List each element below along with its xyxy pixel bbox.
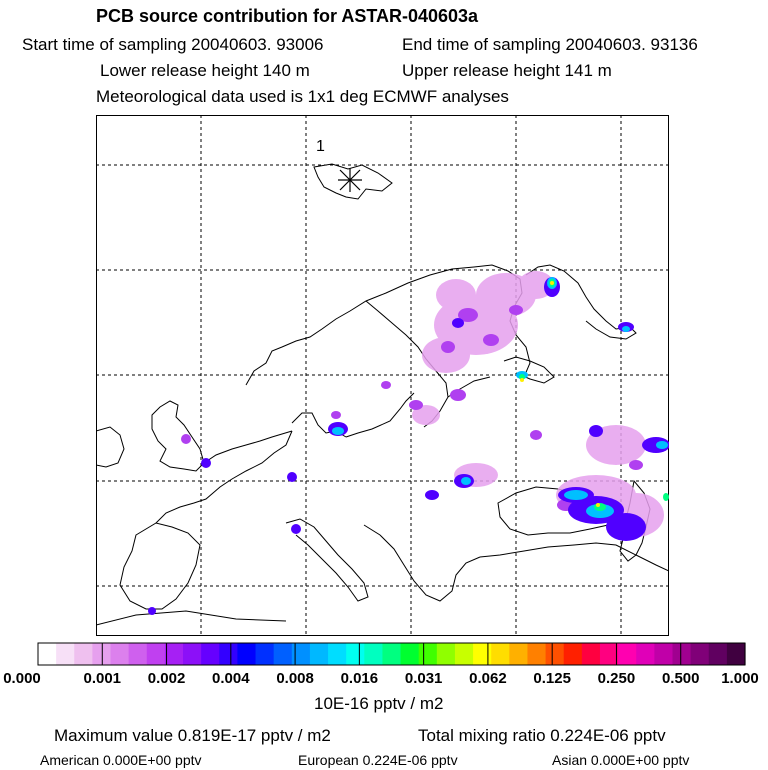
plot-title: PCB source contribution for ASTAR-040603a bbox=[96, 6, 479, 26]
colorbar-swatch bbox=[600, 643, 619, 665]
colorbar-swatch bbox=[310, 643, 329, 665]
release-site-number: 1 bbox=[316, 138, 325, 155]
asian-contribution-label: Asian 0.000E+00 pptv bbox=[552, 752, 690, 768]
colorbar-swatch bbox=[672, 643, 691, 665]
colorbar-swatch bbox=[491, 643, 510, 665]
colorbar-tick-label: 0.500 bbox=[661, 670, 700, 687]
colorbar-swatch bbox=[147, 643, 166, 665]
colorbar-swatch bbox=[219, 643, 238, 665]
colorbar-tick-label: 0.250 bbox=[597, 670, 636, 687]
colorbar-swatch bbox=[437, 643, 456, 665]
colorbar-tick-label: 0.001 bbox=[83, 670, 122, 687]
colorbar-tick-label: 1.000 bbox=[721, 670, 759, 687]
colorbar-swatch bbox=[582, 643, 601, 665]
colorbar-swatch bbox=[92, 643, 111, 665]
colorbar-swatch bbox=[364, 643, 383, 665]
colorbar-swatch bbox=[691, 643, 710, 665]
colorbar-swatch bbox=[401, 643, 420, 665]
map-panel bbox=[96, 115, 669, 636]
colorbar-swatch bbox=[256, 643, 275, 665]
colorbar-swatch bbox=[74, 643, 93, 665]
colorbar-swatch bbox=[636, 643, 655, 665]
start-time-label: Start time of sampling 20040603. 93006 bbox=[22, 35, 324, 54]
colorbar-tick-label: 0.000 bbox=[3, 670, 41, 687]
colorbar-swatch bbox=[165, 643, 184, 665]
colorbar-tick-label: 0.008 bbox=[276, 670, 314, 687]
colorbar-swatch bbox=[727, 643, 746, 665]
total-mixing-ratio-label: Total mixing ratio 0.224E-06 pptv bbox=[418, 726, 666, 745]
american-contribution-label: American 0.000E+00 pptv bbox=[40, 752, 202, 768]
colorbar-swatch bbox=[111, 643, 130, 665]
colorbar-swatch bbox=[183, 643, 202, 665]
colorbar-swatch bbox=[38, 643, 57, 665]
colorbar-swatch bbox=[618, 643, 637, 665]
colorbar-swatch bbox=[455, 643, 474, 665]
colorbar-tick-label: 0.002 bbox=[147, 670, 186, 687]
colorbar-tick-label: 0.062 bbox=[469, 670, 507, 687]
colorbar-tick-label: 0.016 bbox=[340, 670, 379, 687]
max-value-label: Maximum value 0.819E-17 pptv / m2 bbox=[54, 726, 331, 745]
colorbar-swatch bbox=[564, 643, 583, 665]
asterisk-star-icon bbox=[338, 168, 362, 192]
colorbar-swatch bbox=[274, 643, 293, 665]
colorbar bbox=[0, 640, 768, 690]
colorbar-swatch bbox=[473, 643, 492, 665]
end-time-label: End time of sampling 20040603. 93136 bbox=[402, 35, 698, 54]
colorbar-tick-label: 0.125 bbox=[533, 670, 571, 687]
colorbar-swatch bbox=[546, 643, 565, 665]
colorbar-swatch bbox=[346, 643, 365, 665]
colorbar-swatch bbox=[129, 643, 148, 665]
colorbar-swatch bbox=[201, 643, 220, 665]
met-data-label: Meteorological data used is 1x1 deg ECMWF analyses bbox=[96, 87, 509, 106]
colorbar-units-label: 10E-16 pptv / m2 bbox=[314, 694, 444, 713]
colorbar-swatch bbox=[527, 643, 546, 665]
colorbar-swatch bbox=[237, 643, 256, 665]
colorbar-swatch bbox=[509, 643, 528, 665]
lower-release-height-label: Lower release height 140 m bbox=[100, 61, 310, 80]
colorbar-swatches bbox=[38, 643, 746, 665]
colorbar-tick-label: 0.004 bbox=[212, 670, 250, 687]
colorbar-tick-label: 0.031 bbox=[404, 670, 443, 687]
colorbar-swatch bbox=[328, 643, 347, 665]
colorbar-swatch bbox=[419, 643, 438, 665]
colorbar-swatch bbox=[709, 643, 728, 665]
european-contribution-label: European 0.224E-06 pptv bbox=[298, 752, 458, 768]
colorbar-swatch bbox=[382, 643, 401, 665]
upper-release-height-label: Upper release height 141 m bbox=[402, 61, 612, 80]
colorbar-swatch bbox=[56, 643, 75, 665]
colorbar-swatch bbox=[654, 643, 673, 665]
